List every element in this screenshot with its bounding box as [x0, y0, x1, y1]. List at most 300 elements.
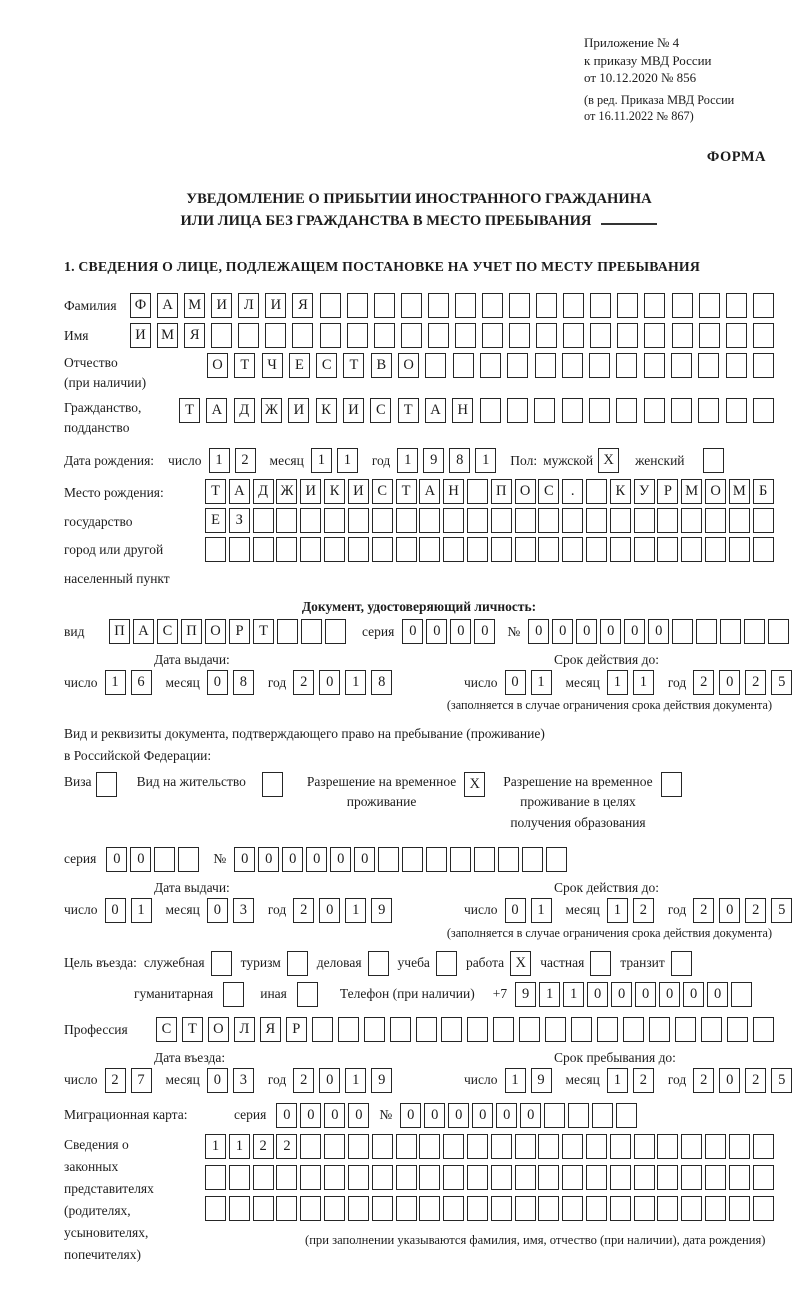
char-cell[interactable] — [753, 1196, 774, 1221]
char-cell[interactable] — [455, 293, 476, 318]
char-cell[interactable] — [672, 323, 693, 348]
char-cell[interactable]: 0 — [528, 619, 549, 644]
char-cell[interactable] — [425, 353, 446, 378]
char-cell[interactable] — [644, 353, 665, 378]
char-cell[interactable]: П — [181, 619, 202, 644]
char-cell[interactable] — [223, 982, 244, 1007]
char-cell[interactable] — [491, 537, 512, 562]
char-cell[interactable] — [657, 537, 678, 562]
char-cell[interactable]: 1 — [209, 448, 230, 473]
char-cell[interactable]: 6 — [131, 670, 152, 695]
char-cell[interactable] — [374, 293, 395, 318]
char-cell[interactable] — [482, 293, 503, 318]
char-cell[interactable]: 0 — [496, 1103, 517, 1128]
char-cell[interactable]: X — [598, 448, 619, 473]
char-cell[interactable] — [661, 772, 682, 797]
char-cell[interactable] — [491, 1134, 512, 1159]
char-cell[interactable] — [324, 1134, 345, 1159]
char-cell[interactable] — [644, 293, 665, 318]
char-cell[interactable]: А — [425, 398, 446, 423]
char-cell[interactable] — [364, 1017, 385, 1042]
char-cell[interactable]: Т — [234, 353, 255, 378]
char-cell[interactable]: 1 — [345, 670, 366, 695]
char-cell[interactable] — [467, 508, 488, 533]
char-cell[interactable]: 0 — [207, 898, 228, 923]
char-cell[interactable] — [753, 1017, 774, 1042]
char-cell[interactable]: 0 — [600, 619, 621, 644]
char-cell[interactable] — [681, 1134, 702, 1159]
char-cell[interactable]: 1 — [607, 898, 628, 923]
char-cell[interactable] — [657, 1196, 678, 1221]
char-cell[interactable] — [634, 508, 655, 533]
char-cell[interactable] — [681, 508, 702, 533]
char-cell[interactable] — [538, 1165, 559, 1190]
char-cell[interactable]: 0 — [106, 847, 127, 872]
char-cell[interactable] — [590, 951, 611, 976]
char-cell[interactable]: 0 — [505, 898, 526, 923]
char-cell[interactable]: 2 — [293, 670, 314, 695]
char-cell[interactable]: 0 — [400, 1103, 421, 1128]
char-cell[interactable] — [726, 323, 747, 348]
char-cell[interactable]: 0 — [276, 1103, 297, 1128]
char-cell[interactable] — [675, 1017, 696, 1042]
char-cell[interactable] — [753, 293, 774, 318]
char-cell[interactable] — [205, 1196, 226, 1221]
char-cell[interactable] — [297, 982, 318, 1007]
char-cell[interactable] — [729, 1196, 750, 1221]
char-cell[interactable]: О — [398, 353, 419, 378]
char-cell[interactable]: 0 — [624, 619, 645, 644]
char-cell[interactable]: П — [109, 619, 130, 644]
char-cell[interactable]: Н — [443, 479, 464, 504]
char-cell[interactable] — [562, 1134, 583, 1159]
char-cell[interactable]: 0 — [282, 847, 303, 872]
char-cell[interactable] — [590, 293, 611, 318]
char-cell[interactable] — [515, 508, 536, 533]
char-cell[interactable]: 5 — [771, 670, 792, 695]
char-cell[interactable] — [657, 1134, 678, 1159]
char-cell[interactable]: 1 — [311, 448, 332, 473]
char-cell[interactable] — [753, 398, 774, 423]
char-cell[interactable]: 0 — [707, 982, 728, 1007]
char-cell[interactable] — [562, 1165, 583, 1190]
char-cell[interactable]: 0 — [719, 1068, 740, 1093]
char-cell[interactable] — [753, 353, 774, 378]
char-cell[interactable] — [276, 1196, 297, 1221]
char-cell[interactable] — [753, 537, 774, 562]
char-cell[interactable]: 1 — [607, 670, 628, 695]
char-cell[interactable]: И — [265, 293, 286, 318]
char-cell[interactable] — [610, 537, 631, 562]
char-cell[interactable] — [482, 323, 503, 348]
char-cell[interactable]: 0 — [648, 619, 669, 644]
char-cell[interactable]: М — [729, 479, 750, 504]
char-cell[interactable] — [571, 1017, 592, 1042]
char-cell[interactable] — [731, 982, 752, 1007]
char-cell[interactable]: 2 — [633, 1068, 654, 1093]
char-cell[interactable]: А — [419, 479, 440, 504]
char-cell[interactable]: 1 — [131, 898, 152, 923]
char-cell[interactable]: С — [372, 479, 393, 504]
char-cell[interactable]: С — [370, 398, 391, 423]
char-cell[interactable]: И — [211, 293, 232, 318]
char-cell[interactable] — [491, 1165, 512, 1190]
char-cell[interactable] — [301, 619, 322, 644]
char-cell[interactable] — [589, 353, 610, 378]
char-cell[interactable] — [538, 508, 559, 533]
char-cell[interactable] — [590, 323, 611, 348]
char-cell[interactable]: 9 — [423, 448, 444, 473]
char-cell[interactable] — [287, 951, 308, 976]
char-cell[interactable] — [441, 1017, 462, 1042]
char-cell[interactable] — [507, 353, 528, 378]
char-cell[interactable] — [347, 293, 368, 318]
char-cell[interactable] — [312, 1017, 333, 1042]
char-cell[interactable]: Е — [289, 353, 310, 378]
char-cell[interactable]: 0 — [520, 1103, 541, 1128]
char-cell[interactable]: Б — [753, 479, 774, 504]
char-cell[interactable] — [416, 1017, 437, 1042]
char-cell[interactable]: Р — [229, 619, 250, 644]
char-cell[interactable]: 8 — [449, 448, 470, 473]
char-cell[interactable] — [589, 398, 610, 423]
char-cell[interactable]: 0 — [719, 670, 740, 695]
char-cell[interactable] — [698, 353, 719, 378]
char-cell[interactable] — [534, 398, 555, 423]
char-cell[interactable]: 0 — [258, 847, 279, 872]
char-cell[interactable] — [324, 537, 345, 562]
char-cell[interactable] — [586, 1196, 607, 1221]
char-cell[interactable]: 0 — [354, 847, 375, 872]
char-cell[interactable] — [509, 293, 530, 318]
char-cell[interactable]: Т — [343, 353, 364, 378]
char-cell[interactable] — [597, 1017, 618, 1042]
char-cell[interactable]: 0 — [306, 847, 327, 872]
char-cell[interactable] — [374, 323, 395, 348]
char-cell[interactable] — [562, 537, 583, 562]
char-cell[interactable] — [563, 293, 584, 318]
char-cell[interactable]: Ж — [276, 479, 297, 504]
char-cell[interactable]: 9 — [371, 1068, 392, 1093]
char-cell[interactable] — [419, 508, 440, 533]
char-cell[interactable] — [347, 323, 368, 348]
char-cell[interactable] — [229, 1165, 250, 1190]
char-cell[interactable] — [453, 353, 474, 378]
char-cell[interactable] — [253, 1165, 274, 1190]
char-cell[interactable] — [753, 508, 774, 533]
char-cell[interactable] — [649, 1017, 670, 1042]
char-cell[interactable]: Т — [398, 398, 419, 423]
char-cell[interactable]: Ж — [261, 398, 282, 423]
char-cell[interactable] — [705, 1134, 726, 1159]
char-cell[interactable]: А — [133, 619, 154, 644]
char-cell[interactable] — [455, 323, 476, 348]
char-cell[interactable]: Л — [234, 1017, 255, 1042]
char-cell[interactable]: 1 — [475, 448, 496, 473]
char-cell[interactable]: . — [562, 479, 583, 504]
char-cell[interactable]: 1 — [531, 898, 552, 923]
char-cell[interactable] — [538, 1134, 559, 1159]
char-cell[interactable]: 2 — [693, 898, 714, 923]
char-cell[interactable]: 0 — [330, 847, 351, 872]
char-cell[interactable]: 9 — [515, 982, 536, 1007]
char-cell[interactable] — [610, 1165, 631, 1190]
char-cell[interactable]: А — [229, 479, 250, 504]
char-cell[interactable] — [616, 398, 637, 423]
char-cell[interactable] — [586, 1134, 607, 1159]
char-cell[interactable] — [154, 847, 175, 872]
char-cell[interactable] — [562, 398, 583, 423]
char-cell[interactable] — [586, 479, 607, 504]
char-cell[interactable] — [443, 537, 464, 562]
char-cell[interactable]: О — [208, 1017, 229, 1042]
char-cell[interactable] — [480, 398, 501, 423]
char-cell[interactable]: 0 — [719, 898, 740, 923]
char-cell[interactable] — [178, 847, 199, 872]
char-cell[interactable] — [562, 508, 583, 533]
char-cell[interactable] — [536, 293, 557, 318]
char-cell[interactable] — [616, 1103, 637, 1128]
char-cell[interactable] — [720, 619, 741, 644]
char-cell[interactable] — [522, 847, 543, 872]
char-cell[interactable]: 0 — [552, 619, 573, 644]
char-cell[interactable] — [238, 323, 259, 348]
char-cell[interactable]: 1 — [337, 448, 358, 473]
char-cell[interactable] — [507, 398, 528, 423]
char-cell[interactable] — [617, 323, 638, 348]
char-cell[interactable]: Е — [205, 508, 226, 533]
char-cell[interactable] — [634, 1196, 655, 1221]
char-cell[interactable] — [372, 1165, 393, 1190]
char-cell[interactable] — [657, 1165, 678, 1190]
char-cell[interactable]: 0 — [324, 1103, 345, 1128]
char-cell[interactable] — [753, 1165, 774, 1190]
char-cell[interactable]: 2 — [105, 1068, 126, 1093]
char-cell[interactable] — [300, 508, 321, 533]
char-cell[interactable] — [276, 1165, 297, 1190]
char-cell[interactable]: 0 — [635, 982, 656, 1007]
char-cell[interactable]: М — [681, 479, 702, 504]
char-cell[interactable]: 5 — [771, 1068, 792, 1093]
char-cell[interactable]: 0 — [611, 982, 632, 1007]
char-cell[interactable]: Я — [184, 323, 205, 348]
char-cell[interactable] — [396, 508, 417, 533]
char-cell[interactable] — [467, 1134, 488, 1159]
char-cell[interactable]: 0 — [424, 1103, 445, 1128]
char-cell[interactable] — [562, 353, 583, 378]
char-cell[interactable] — [292, 323, 313, 348]
char-cell[interactable]: М — [157, 323, 178, 348]
char-cell[interactable] — [729, 1165, 750, 1190]
char-cell[interactable] — [729, 508, 750, 533]
char-cell[interactable]: С — [157, 619, 178, 644]
char-cell[interactable] — [428, 293, 449, 318]
char-cell[interactable] — [276, 508, 297, 533]
char-cell[interactable] — [515, 537, 536, 562]
char-cell[interactable] — [205, 537, 226, 562]
char-cell[interactable]: С — [538, 479, 559, 504]
char-cell[interactable] — [324, 508, 345, 533]
char-cell[interactable]: Я — [260, 1017, 281, 1042]
char-cell[interactable] — [545, 1017, 566, 1042]
char-cell[interactable]: 9 — [531, 1068, 552, 1093]
char-cell[interactable]: 2 — [633, 898, 654, 923]
char-cell[interactable]: 0 — [402, 619, 423, 644]
char-cell[interactable] — [705, 1196, 726, 1221]
char-cell[interactable] — [443, 1134, 464, 1159]
char-cell[interactable] — [568, 1103, 589, 1128]
char-cell[interactable] — [205, 1165, 226, 1190]
char-cell[interactable] — [623, 1017, 644, 1042]
char-cell[interactable]: 2 — [293, 1068, 314, 1093]
char-cell[interactable]: 1 — [105, 670, 126, 695]
char-cell[interactable]: Т — [396, 479, 417, 504]
char-cell[interactable]: Ф — [130, 293, 151, 318]
char-cell[interactable]: И — [300, 479, 321, 504]
char-cell[interactable] — [726, 398, 747, 423]
char-cell[interactable] — [372, 1134, 393, 1159]
char-cell[interactable] — [396, 537, 417, 562]
char-cell[interactable] — [616, 353, 637, 378]
char-cell[interactable] — [726, 293, 747, 318]
char-cell[interactable]: 0 — [659, 982, 680, 1007]
char-cell[interactable] — [671, 398, 692, 423]
char-cell[interactable] — [592, 1103, 613, 1128]
char-cell[interactable]: 0 — [505, 670, 526, 695]
char-cell[interactable]: 2 — [293, 898, 314, 923]
char-cell[interactable] — [348, 537, 369, 562]
char-cell[interactable] — [253, 537, 274, 562]
char-cell[interactable]: 0 — [448, 1103, 469, 1128]
char-cell[interactable]: 1 — [397, 448, 418, 473]
char-cell[interactable] — [320, 323, 341, 348]
char-cell[interactable] — [419, 1196, 440, 1221]
char-cell[interactable]: С — [316, 353, 337, 378]
char-cell[interactable] — [426, 847, 447, 872]
char-cell[interactable] — [644, 323, 665, 348]
char-cell[interactable] — [672, 619, 693, 644]
char-cell[interactable] — [701, 1017, 722, 1042]
char-cell[interactable] — [544, 1103, 565, 1128]
char-cell[interactable] — [705, 537, 726, 562]
char-cell[interactable]: 0 — [207, 670, 228, 695]
char-cell[interactable] — [348, 1165, 369, 1190]
char-cell[interactable] — [644, 398, 665, 423]
char-cell[interactable]: 0 — [576, 619, 597, 644]
char-cell[interactable] — [253, 1196, 274, 1221]
char-cell[interactable]: Ч — [262, 353, 283, 378]
char-cell[interactable]: 0 — [207, 1068, 228, 1093]
char-cell[interactable]: 0 — [319, 898, 340, 923]
char-cell[interactable] — [229, 537, 250, 562]
char-cell[interactable]: 0 — [426, 619, 447, 644]
char-cell[interactable] — [768, 619, 789, 644]
char-cell[interactable]: 1 — [539, 982, 560, 1007]
char-cell[interactable]: И — [348, 479, 369, 504]
char-cell[interactable] — [515, 1134, 536, 1159]
char-cell[interactable] — [726, 353, 747, 378]
title-blank-line[interactable] — [601, 213, 657, 225]
char-cell[interactable]: Р — [286, 1017, 307, 1042]
char-cell[interactable] — [396, 1134, 417, 1159]
char-cell[interactable] — [493, 1017, 514, 1042]
char-cell[interactable] — [320, 293, 341, 318]
char-cell[interactable] — [546, 847, 567, 872]
char-cell[interactable] — [519, 1017, 540, 1042]
char-cell[interactable]: 5 — [771, 898, 792, 923]
char-cell[interactable] — [729, 537, 750, 562]
char-cell[interactable] — [443, 1165, 464, 1190]
char-cell[interactable] — [467, 1165, 488, 1190]
char-cell[interactable] — [372, 1196, 393, 1221]
char-cell[interactable] — [443, 1196, 464, 1221]
char-cell[interactable] — [634, 1134, 655, 1159]
char-cell[interactable]: X — [510, 951, 531, 976]
char-cell[interactable]: С — [156, 1017, 177, 1042]
char-cell[interactable]: А — [206, 398, 227, 423]
char-cell[interactable]: 0 — [587, 982, 608, 1007]
char-cell[interactable]: 0 — [319, 1068, 340, 1093]
char-cell[interactable]: 2 — [693, 670, 714, 695]
char-cell[interactable] — [699, 323, 720, 348]
char-cell[interactable] — [535, 353, 556, 378]
char-cell[interactable]: 2 — [745, 1068, 766, 1093]
char-cell[interactable] — [491, 1196, 512, 1221]
char-cell[interactable] — [699, 293, 720, 318]
char-cell[interactable] — [586, 1165, 607, 1190]
char-cell[interactable]: 0 — [348, 1103, 369, 1128]
char-cell[interactable] — [617, 293, 638, 318]
char-cell[interactable] — [229, 1196, 250, 1221]
char-cell[interactable] — [610, 508, 631, 533]
char-cell[interactable] — [300, 1196, 321, 1221]
char-cell[interactable] — [467, 1017, 488, 1042]
char-cell[interactable] — [325, 619, 346, 644]
char-cell[interactable] — [586, 537, 607, 562]
char-cell[interactable] — [562, 1196, 583, 1221]
char-cell[interactable] — [324, 1196, 345, 1221]
char-cell[interactable]: О — [207, 353, 228, 378]
char-cell[interactable]: 0 — [234, 847, 255, 872]
char-cell[interactable] — [419, 1134, 440, 1159]
char-cell[interactable]: 2 — [745, 670, 766, 695]
char-cell[interactable]: О — [205, 619, 226, 644]
char-cell[interactable] — [419, 1165, 440, 1190]
char-cell[interactable] — [348, 1196, 369, 1221]
char-cell[interactable]: К — [316, 398, 337, 423]
char-cell[interactable] — [372, 508, 393, 533]
char-cell[interactable] — [672, 293, 693, 318]
char-cell[interactable]: 2 — [276, 1134, 297, 1159]
char-cell[interactable] — [491, 508, 512, 533]
char-cell[interactable]: 1 — [345, 1068, 366, 1093]
char-cell[interactable] — [563, 323, 584, 348]
char-cell[interactable]: 0 — [319, 670, 340, 695]
char-cell[interactable] — [372, 537, 393, 562]
char-cell[interactable]: X — [464, 772, 485, 797]
char-cell[interactable] — [657, 508, 678, 533]
char-cell[interactable] — [419, 537, 440, 562]
char-cell[interactable] — [729, 1134, 750, 1159]
char-cell[interactable]: И — [343, 398, 364, 423]
char-cell[interactable] — [96, 772, 117, 797]
char-cell[interactable]: 9 — [371, 898, 392, 923]
char-cell[interactable]: 0 — [300, 1103, 321, 1128]
char-cell[interactable]: Т — [182, 1017, 203, 1042]
char-cell[interactable]: 0 — [474, 619, 495, 644]
char-cell[interactable] — [727, 1017, 748, 1042]
char-cell[interactable] — [401, 293, 422, 318]
